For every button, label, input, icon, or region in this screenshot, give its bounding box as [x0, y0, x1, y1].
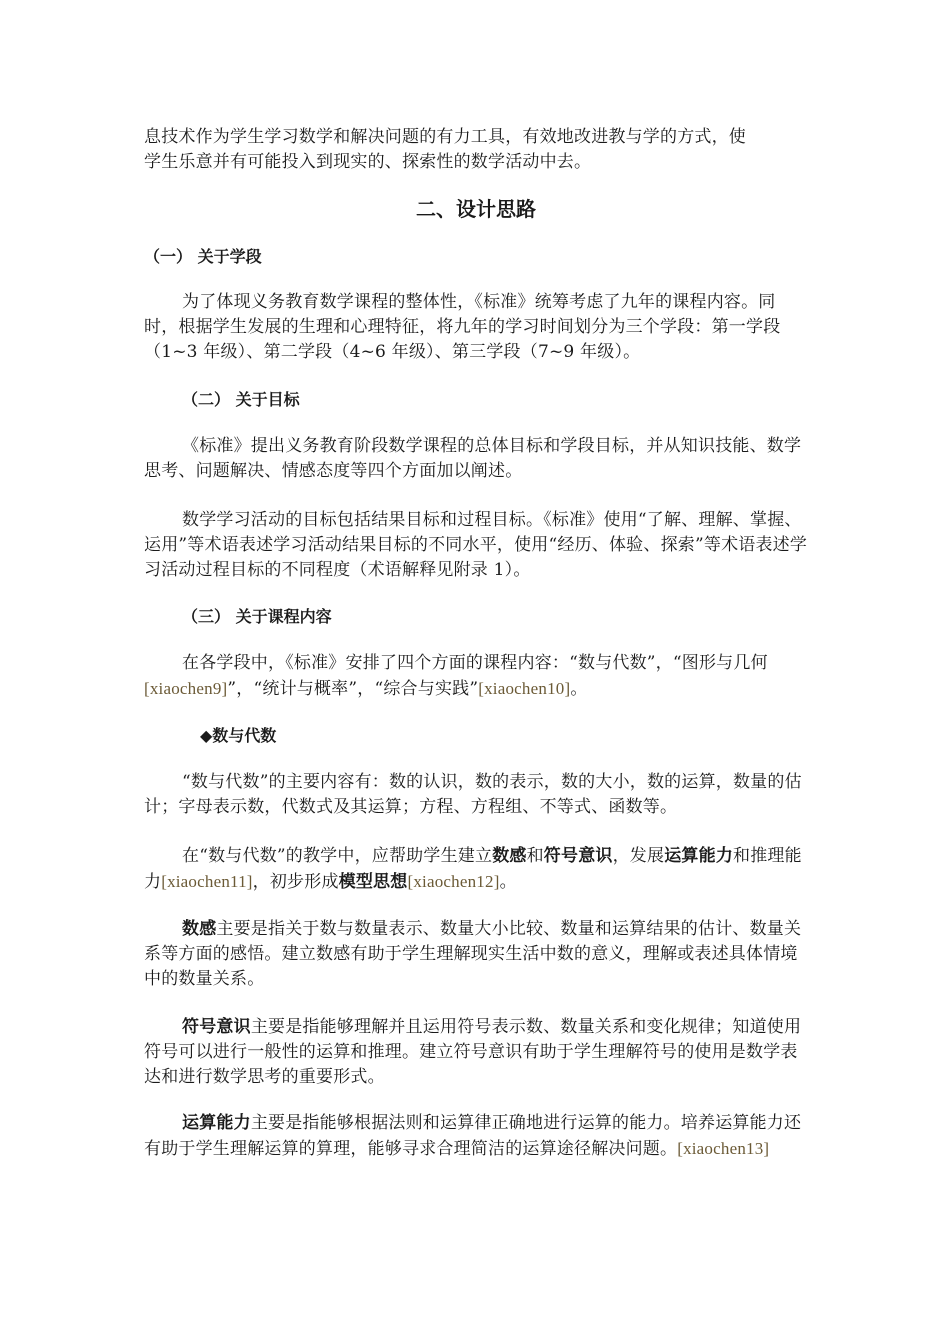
term-computation-def: 运算能力 [182, 1113, 251, 1133]
paragraph-number-sense [144, 917, 808, 992]
comment-link-12[interactable]: [xiaochen12] [407, 872, 500, 891]
term-number-sense-def: 数感 [182, 919, 217, 939]
teaching-text-4: 和推理能力 [144, 846, 802, 892]
paragraph-stages: 为了体现义务教育数学课程的整体性，《标准》统筹考虑了九年的课程内容。同时，根据学生发展的生理和心理特征，将九年的学习时间划分为三个学段：第一学段（1~3 年级）、第二学段（4~6 年级）、第三学段（7~9 年级）。 [144, 292, 781, 362]
intro-line-2: 学生乐意并有可能投入到现实的、探索性的数学活动中去。 [144, 152, 592, 172]
comment-link-13[interactable]: [xiaochen13] [677, 1139, 770, 1158]
term-number-sense: 数感 [492, 846, 527, 866]
content-text-a: 在各学段中，《标准》安排了四个方面的课程内容：“数与代数”，“图形与几何 [182, 653, 768, 673]
paragraph-teaching [144, 844, 808, 895]
teaching-text-2: 和 [526, 846, 544, 866]
symbol-sense-text: 主要是指能够理解并且运用符号表示数、数量关系和变化规律；知道使用符号可以进行一般性的运算和推理。建立符号意识有助于学生理解符号的使用是数学表达和进行数学思考的重要形式。 [144, 1017, 802, 1087]
paragraph-number-algebra: “数与代数”的主要内容有：数的认识，数的表示，数的大小，数的运算，数量的估计；字母表示数，代数式及其运算；方程、方程组、不等式、函数等。 [144, 772, 802, 817]
teaching-text-6: 。 [499, 872, 517, 892]
paragraph-computation [144, 1111, 808, 1162]
comment-link-10[interactable]: [xiaochen10] [478, 679, 571, 698]
term-model-thinking: 模型思想 [338, 872, 408, 892]
paragraph-content [144, 651, 808, 702]
heading-goals: （二） 关于目标 [182, 390, 300, 409]
computation-text: 主要是指能够根据法则和运算律正确地进行运算的能力。培养运算能力还有助于学生理解运算的算理，能够寻求合理简洁的运算途径解决问题。 [144, 1113, 802, 1159]
paragraph-goals-1: 《标准》提出义务教育阶段数学课程的总体目标和学段目标，并从知识技能、数学思考、问题解决、情感态度等四个方面加以阐述。 [144, 436, 802, 481]
section-title: 二、设计思路 [416, 197, 536, 221]
paragraph-symbol-sense [144, 1015, 808, 1090]
number-sense-text: 主要是指关于数与数量表示、数量大小比较、数量和运算结果的估计、数量关系等方面的感悟。建立数感有助于学生理解现实生活中数的意义，理解或表述具体情境中的数量关系。 [144, 919, 802, 989]
term-computation-ability: 运算能力 [664, 846, 734, 866]
comment-link-11[interactable]: [xiaochen11] [161, 872, 253, 891]
paragraph-goals-2: 数学学习活动的目标包括结果目标和过程目标。《标准》使用“了解、理解、掌握、运用”等术语表述学习活动结果目标的不同水平，使用“经历、体验、探索”等术语表述学习活动过程目标的不同程度（术语解释见附录 1）。 [144, 510, 808, 580]
comment-link-9[interactable]: [xiaochen9] [144, 679, 228, 698]
teaching-text-1: 在“数与代数”的教学中，应帮助学生建立 [182, 846, 493, 866]
term-symbol-sense-def: 符号意识 [182, 1017, 251, 1037]
content-text-end: 。 [570, 679, 588, 699]
heading-stages: （一） 关于学段 [144, 247, 262, 266]
teaching-text-5: ，初步形成 [252, 872, 339, 892]
content-text-b: ”，“统计与概率”，“综合与实践” [227, 679, 479, 699]
teaching-text-3: ，发展 [612, 846, 665, 866]
heading-content: （三） 关于课程内容 [182, 607, 332, 626]
term-symbol-sense: 符号意识 [543, 846, 613, 866]
intro-line-1: 息技术作为学生学习数学和解决问题的有力工具，有效地改进教与学的方式，使 [144, 127, 746, 147]
bullet-number-algebra: ◆数与代数 [200, 726, 277, 745]
intro-paragraph [144, 125, 808, 175]
